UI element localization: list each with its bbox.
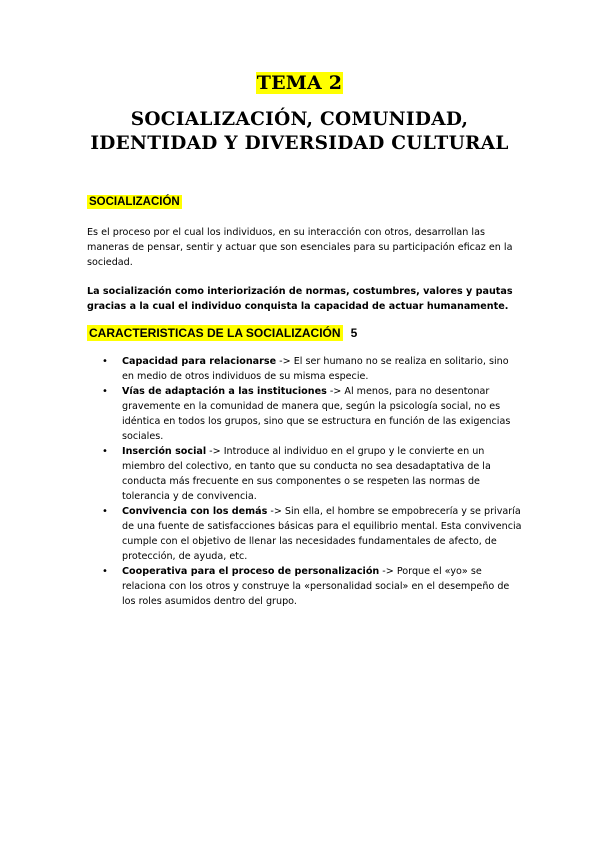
page-title-line-2: IDENTIDAD Y DIVERSIDAD CULTURAL — [90, 133, 509, 154]
topic-number-highlight: TEMA 2 — [256, 72, 343, 94]
bullet-icon: • — [102, 506, 108, 517]
definition-paragraph: Es el proceso por el cual los individuos, en su interacción con otros, desarrollan las maneras de pensar, sentir y actuar que son esenciales para su participación eficaz en la sociedad. — [87, 227, 513, 268]
section-heading-highlight: SOCIALIZACIÓN — [89, 196, 180, 208]
list-item-text: -> Porque el «yo» se relaciona con los otros y construye la «personalidad social» en el desempeño de los roles asumidos dentro del grupo. — [122, 566, 510, 607]
list-item — [87, 384, 522, 444]
bullet-icon: • — [102, 356, 108, 367]
list-item-text: -> El ser humano no se realiza en solitario, sino en medio de otros individuos de su misma especie. — [122, 356, 509, 382]
bullet-icon: • — [102, 386, 108, 397]
list-item — [87, 504, 522, 564]
characteristics-list — [87, 354, 522, 609]
section-heading-highlight: CARACTERISTICAS DE LA SOCIALIZACIÓN — [89, 326, 341, 340]
list-item-text: -> Al menos, para no desentonar gravemente en la comunidad de manera que, según la psicología social, no es idéntica en todos los grupos, sino que se estructura en función de las exigencias sociales. — [122, 386, 511, 442]
section-heading-socializacion — [87, 196, 182, 208]
bullet-icon: • — [102, 446, 108, 457]
list-item-text: -> Sin ella, el hombre se empobrecería y se privaría de una fuente de satisfacciones básicas para el equilibrio mental. Esta convivencia cumple con el objetivo de llenar las necesidades fundamentales de afecto, de protección, de ayuda, etc. — [122, 506, 522, 562]
page-title — [40, 108, 559, 156]
topic-number-heading — [0, 72, 599, 94]
list-item-term: Capacidad para relacionarse — [122, 356, 277, 367]
section-number: 5 — [350, 326, 358, 340]
interiorization-paragraph: La socialización como interiorización de normas, costumbres, valores y pautas gracias a la cual el individuo conquista la capacidad de actuar humanamente. — [87, 286, 513, 312]
list-item — [87, 354, 522, 384]
list-item-term: Inserción social — [122, 446, 207, 457]
section-heading-caracteristicas — [87, 326, 357, 340]
list-item-term: Convivencia con los demás — [122, 506, 268, 517]
bullet-icon: • — [102, 566, 108, 577]
page-title-line-1: SOCIALIZACIÓN, COMUNIDAD, — [130, 109, 469, 130]
list-item-term: Cooperativa para el proceso de personalización — [122, 566, 380, 577]
list-item — [87, 444, 522, 504]
list-item-text: -> Introduce al individuo en el grupo y le convierte en un miembro del colectivo, en tanto que su conducta no sea desadaptativa de la conducta más frecuente en sus componentes o se respeten las normas de tolerancia y de convivencia. — [122, 446, 491, 502]
list-item-term: Vías de adaptación a las instituciones — [122, 386, 327, 397]
list-item — [87, 564, 522, 609]
